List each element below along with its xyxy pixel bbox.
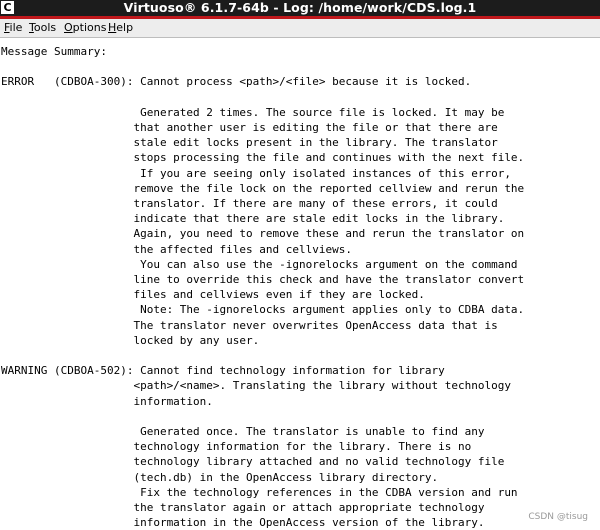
- title-bar[interactable]: [0, 0, 600, 16]
- menu-options[interactable]: Options: [64, 21, 107, 34]
- window-title: Virtuoso® 6.1.7-64b - Log: /home/work/CDS.log.1: [123, 0, 477, 15]
- menu-tools[interactable]: Tools: [29, 21, 57, 34]
- menu-help[interactable]: Help: [108, 21, 134, 34]
- menu-bar: [0, 19, 600, 37]
- log-view[interactable]: [0, 38, 600, 530]
- app-icon[interactable]: C: [1, 1, 14, 14]
- menu-file[interactable]: File: [4, 21, 23, 34]
- log-text[interactable]: Message Summary: ERROR (CDBOA-300): Cannot process <path>/<file> because it is locked. Generated 2 times. The source file is locked. It may be that another user is editing the file or that there are stale edit locks present in the library. The translator stops processing the file and continues with the next file. If you are seeing only isolated instances of this error, remove the file lock on the reported cellview and rerun the translator. If there are many of these errors, it could indicate that there are stale edit locks in the library. Again, you need to remove these and rerun the translator on the affected files and cellviews. You can also use the -ignorelocks argument on the command line to override this check and have the translator convert files and cellviews even if they are locked. Note: The -ignorelocks argument applies only to CDBA data. The translator never overwrites OpenAccess data that is locked by any user. WARNING (CDBOA-502): Cannot find technology information for library <path>/<name>. Translating the library without technology information. Generated once. The translator is unable to find any technology information for the library. There is no technology library attached and no valid technology file (tech.db) in the OpenAccess library directory. Fix the technology references in the CDBA version and run the translator again or attach appropriate technology information in the OpenAccess version of the library.: [1, 45, 525, 530]
- watermark: CSDN @tisug: [528, 512, 588, 522]
